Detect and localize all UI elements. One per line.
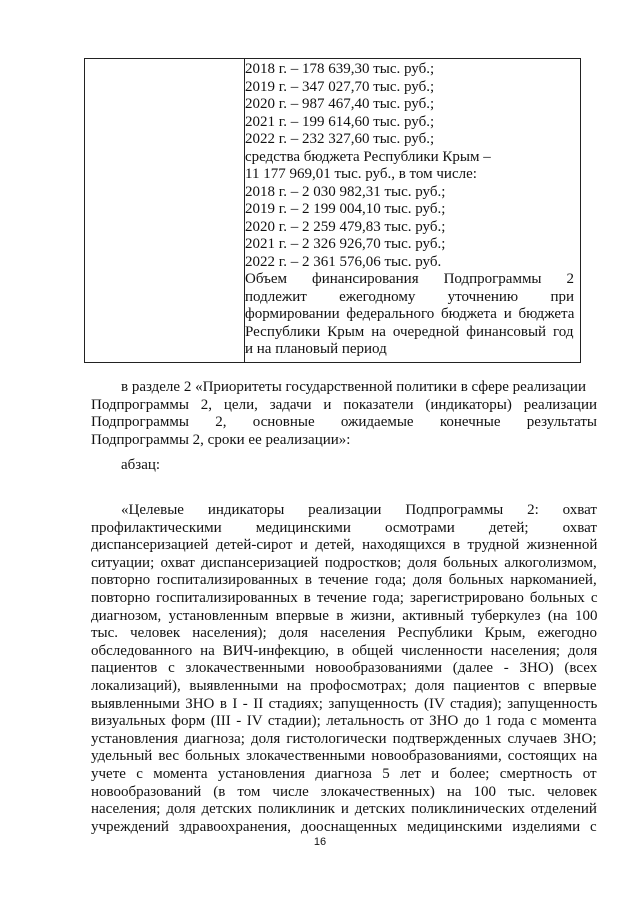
- section-paragraph: [91, 379, 597, 449]
- word: при: [550, 288, 574, 305]
- word: медицинскими: [255, 519, 351, 536]
- word: реализации: [523, 396, 597, 413]
- table-note-line: [245, 289, 574, 307]
- word: индикаторы: [207, 502, 285, 518]
- table-line: 2019 г. – 2 199 004,10 тыс. руб.;: [245, 201, 446, 217]
- table-line: 2020 г. – 987 467,40 тыс. руб.;: [245, 96, 435, 112]
- text-line: в разделе 2 «Приоритеты государственной политики в сфере реализации: [121, 379, 586, 395]
- table-line: 2020 г. – 2 259 479,83 тыс. руб.;: [245, 218, 446, 235]
- word: финансирования: [311, 271, 419, 287]
- text-line: Подпрограммы 2, сроки ее реализации»:: [91, 431, 351, 448]
- text-line: тыс. человек населения); доля населения Республики Крым, ежегодно: [91, 625, 598, 642]
- table-line: 2021 г. – 199 614,60 тыс. руб.;: [245, 113, 435, 130]
- financing-table: [84, 58, 581, 363]
- table-note-line: [245, 271, 574, 289]
- table-note-line: Республики Крым на очередной финансовый год: [245, 323, 574, 340]
- text-line: диагнозом, установленным впервые в жизни, активный туберкулез (на 100: [91, 607, 598, 624]
- text-line: [91, 502, 597, 520]
- text-line: локализаций), выявленными на профосмотрах; доля пациентов с впервые: [91, 677, 597, 694]
- text-line: удельный вес больных злокачественными новообразованиями, состоящих на: [91, 748, 598, 765]
- table-line: средства бюджета Республики Крым –: [245, 148, 491, 165]
- table-line: 2022 г. – 2 361 576,06 тыс. руб.: [245, 253, 442, 270]
- word: и: [323, 396, 332, 413]
- word: конечные: [439, 414, 501, 431]
- table-left-cell: [85, 59, 245, 362]
- word: Подпрограммы: [443, 271, 542, 287]
- word: подлежит: [245, 288, 307, 305]
- word: детей;: [488, 519, 529, 536]
- word: реализации: [308, 502, 382, 518]
- word: охват: [562, 519, 597, 536]
- word: ожидаемые: [340, 414, 414, 431]
- word: профилактическими: [91, 519, 222, 536]
- text-line: ситуации; охват диспансеризацией подростков; доля больных алкоголизмом,: [91, 554, 597, 571]
- text-line: [91, 520, 597, 538]
- word: показатели: [343, 396, 414, 413]
- table-line: 2018 г. – 2 030 982,31 тыс. руб.;: [245, 183, 446, 200]
- text-line: визуальных форм (III - IV стадии); летальность от ЗНО до 1 года с момента: [91, 713, 597, 730]
- text-line: учреждений здравоохранения, дооснащенных медицинскими изделиями с: [91, 818, 597, 835]
- word: основные: [252, 414, 315, 431]
- word: (индикаторы): [425, 396, 512, 413]
- page-number: 16: [313, 836, 327, 848]
- table-line: 2021 г. – 2 326 926,70 тыс. руб.;: [245, 236, 446, 252]
- text-line: повторно госпитализированных в течение года; доля больных наркоманией,: [91, 572, 597, 589]
- word: 2:: [527, 502, 539, 518]
- abzac-line: [91, 457, 597, 475]
- word: задачи: [269, 396, 312, 413]
- word: «Целевые: [121, 502, 184, 518]
- word: результаты: [526, 414, 597, 431]
- text-line: населения; доля детских поликлиник и детских поликлинических отделений: [91, 801, 597, 818]
- word: цели,: [223, 396, 258, 413]
- text-line: [91, 397, 597, 415]
- word: Подпрограммы: [91, 414, 189, 431]
- table-note-line: формировании федерального бюджета и бюджета: [245, 306, 575, 322]
- table-line: 2022 г. – 232 327,60 тыс. руб.;: [245, 131, 435, 147]
- table-right-cell: [245, 61, 574, 362]
- text-line: диспансеризацией детей-сирот и детей, находящихся в трудной жизненной: [91, 537, 598, 554]
- table-line: 2018 г. – 178 639,30 тыс. руб.;: [245, 61, 435, 77]
- word: осмотрами: [385, 519, 455, 536]
- table-line: 2019 г. – 347 027,70 тыс. руб.;: [245, 78, 435, 95]
- text-line: [91, 414, 597, 432]
- text-line: обследованного на ВИЧ-инфекцию, в общей численности населения; доля: [91, 642, 598, 659]
- word: уточнению: [447, 288, 519, 305]
- text-line: повторно госпитализированных в течение года; зарегистрировано больных с: [91, 589, 598, 606]
- text-line: пациентов с злокачественными новообразованиями (далее - ЗНО) (всех: [91, 660, 598, 677]
- word: 2,: [200, 396, 213, 413]
- word: 2,: [215, 414, 227, 431]
- word: 2: [566, 271, 574, 287]
- text-line: учете с момента установления диагноза 5 лет и более; смертность от: [91, 765, 597, 782]
- word: Подпрограммы: [405, 502, 504, 518]
- abzac-label: абзац:: [121, 457, 161, 473]
- word: ежегодному: [339, 288, 416, 305]
- word: Подпрограммы: [91, 396, 189, 413]
- word: охват: [562, 502, 597, 518]
- word: Объем: [245, 271, 287, 287]
- table-note-line: и на плановый период: [245, 341, 387, 357]
- text-line: установления диагноза; доля гистологически подтвержденных случаев ЗНО;: [91, 730, 597, 747]
- main-paragraph: [91, 502, 597, 836]
- text-line: выявленными ЗНО в I - II стадиях; запущенность (IV стадия); запущенность: [91, 695, 598, 712]
- table-line: 11 177 969,01 тыс. руб., в том числе:: [245, 166, 477, 182]
- text-line: новообразований (в том числе злокачественных) на 100 тыс. человек: [91, 783, 598, 800]
